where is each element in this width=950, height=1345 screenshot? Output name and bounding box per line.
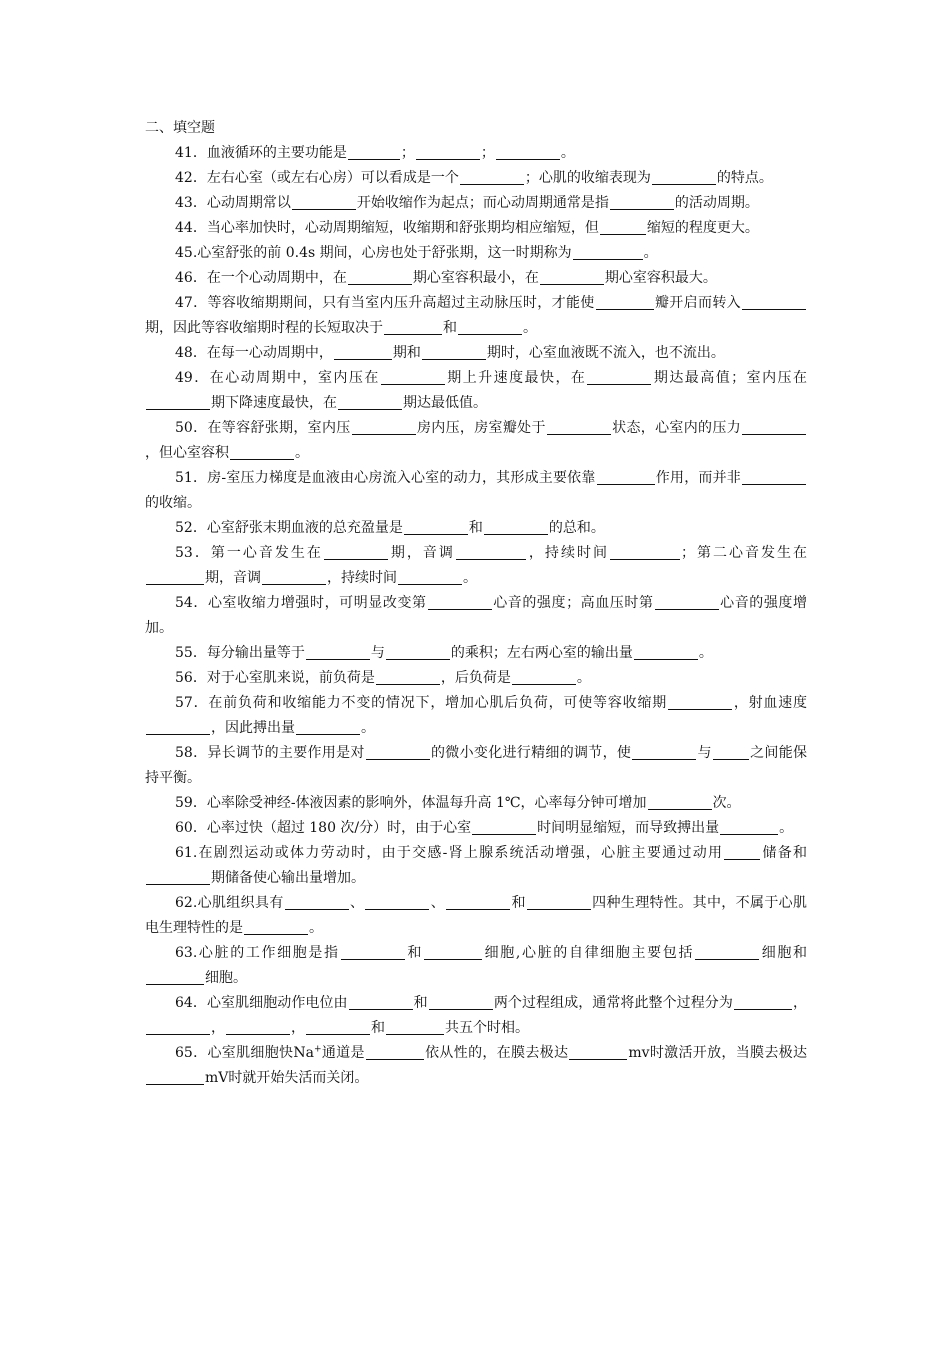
- q54-text: 54．心室收缩力增强时，可明显改变第: [175, 595, 427, 611]
- q53-text: ；第二心音发生在: [680, 545, 808, 561]
- q55-text: 。: [698, 645, 713, 661]
- q49-text: 期上升速度最快，在: [445, 370, 587, 386]
- answer-blank[interactable]: [349, 994, 413, 1010]
- answer-blank[interactable]: [352, 419, 416, 435]
- q57-text: ，因此搏出量: [211, 720, 295, 736]
- question-41: [145, 141, 807, 166]
- q63-text: 细胞和: [760, 945, 808, 961]
- answer-blank[interactable]: [324, 544, 388, 560]
- q51-text: 作用，而并非: [655, 470, 742, 486]
- answer-blank[interactable]: [720, 819, 778, 835]
- q48-text: 期时，心室血液既不流入，也不流出。: [486, 345, 725, 361]
- answer-blank[interactable]: [648, 794, 712, 810]
- answer-blank[interactable]: [456, 544, 526, 560]
- q50-text: 状态，心室内的压力: [611, 420, 742, 436]
- q43-text: 开始收缩作为起点；而心动周期通常是指: [356, 195, 609, 211]
- question-43: [145, 191, 807, 216]
- question-49: [145, 366, 807, 416]
- answer-blank[interactable]: [146, 869, 210, 885]
- answer-blank[interactable]: [262, 569, 326, 585]
- answer-blank[interactable]: [724, 844, 760, 860]
- answer-blank[interactable]: [416, 144, 480, 160]
- answer-blank[interactable]: [244, 919, 308, 935]
- q42-text: ；心肌的收缩表现为: [524, 170, 651, 186]
- q49-text: 期下降速度最快，在: [211, 395, 337, 411]
- answer-blank[interactable]: [424, 944, 482, 960]
- q63-text: 和: [405, 945, 423, 961]
- q52-text: 和: [468, 520, 483, 536]
- q64-text: ，: [291, 1020, 305, 1036]
- q54-text: 心音的强度；高血压时第: [492, 595, 654, 611]
- q48-text: 48．在每一心动周期中，: [175, 345, 333, 361]
- answer-blank[interactable]: [146, 969, 204, 985]
- answer-blank[interactable]: [527, 894, 591, 910]
- answer-blank[interactable]: [429, 994, 493, 1010]
- question-59: [145, 791, 807, 816]
- q47-text: 47．等容收缩期期间，只有当室内压升高超过主动脉压时，才能使: [175, 295, 595, 311]
- answer-blank[interactable]: [734, 994, 792, 1010]
- answer-blank[interactable]: [484, 519, 548, 535]
- q41-text: 。: [560, 145, 575, 161]
- answer-blank[interactable]: [632, 744, 696, 760]
- q61-text: 61.在剧烈运动或体力劳动时，由于交感-肾上腺系统活动增强，心脏主要通过动用: [175, 845, 724, 861]
- answer-blank[interactable]: [428, 594, 492, 610]
- q41-text: 41．血液循环的主要功能是: [175, 145, 347, 161]
- q50-text: ，但心室容积: [145, 445, 229, 461]
- q62-text: 、: [430, 895, 446, 911]
- q47-text: 瓣开启而转入: [654, 295, 741, 311]
- q52-text: 的总和。: [548, 520, 605, 536]
- q53-text: 期，音调: [205, 570, 261, 586]
- answer-blank[interactable]: [610, 544, 680, 560]
- answer-blank[interactable]: [146, 394, 210, 410]
- answer-blank[interactable]: [398, 569, 462, 585]
- answer-blank[interactable]: [341, 944, 405, 960]
- question-62: [145, 891, 807, 941]
- q60-text: 。: [779, 820, 794, 836]
- answer-blank[interactable]: [422, 344, 486, 360]
- q59-text: 59．心率除受神经-体液因素的影响外，体温每升高 1℃，心率每分钟可增加: [175, 795, 647, 811]
- q53-text: 53．第一心音发生在: [175, 545, 323, 561]
- q53-text: 。: [463, 570, 477, 586]
- q49-text: 期达最低值。: [403, 395, 487, 411]
- q59-text: 次。: [712, 795, 741, 811]
- q51-text: 的收缩。: [145, 495, 201, 511]
- q65-text: 依从性的，在膜去极达: [424, 1045, 569, 1061]
- q46-text: 期心室容积最大。: [604, 270, 717, 286]
- question-63: [145, 941, 807, 991]
- q65-text: 通道是: [321, 1045, 365, 1061]
- q64-text: ，: [792, 995, 808, 1011]
- question-48: [145, 341, 807, 366]
- answer-blank[interactable]: [348, 269, 412, 285]
- q42-text: 的特点。: [716, 170, 773, 186]
- question-47: [145, 291, 807, 341]
- answer-blank[interactable]: [634, 644, 698, 660]
- q61-text: 期储备使心输出量增加。: [211, 870, 365, 886]
- answer-blank[interactable]: [366, 1044, 424, 1060]
- q45-text: 45.心室舒张的前 0.4s 期间，心房也处于舒张期，这一时期称为: [175, 245, 572, 261]
- q46-text: 46．在一个心动周期中，在: [175, 270, 347, 286]
- answer-blank[interactable]: [384, 319, 442, 335]
- answer-blank[interactable]: [540, 269, 604, 285]
- question-44: [145, 216, 807, 241]
- q53-text: ，持续时间: [526, 545, 609, 561]
- answer-blank[interactable]: [742, 419, 806, 435]
- q62-text: 62.心肌组织具有: [175, 895, 284, 911]
- answer-blank[interactable]: [573, 244, 643, 260]
- answer-blank[interactable]: [146, 1019, 210, 1035]
- q52-text: 52．心室舒张末期血液的总充盈量是: [175, 520, 403, 536]
- section-title: 二、填空题: [145, 120, 215, 136]
- answer-blank[interactable]: [742, 294, 806, 310]
- q53-text: ，持续时间: [327, 570, 397, 586]
- q64-text: 两个过程组成，通常将此整个过程分为: [493, 995, 733, 1011]
- q64-text: 64．心室肌细胞动作电位由: [175, 995, 348, 1011]
- answer-blank[interactable]: [610, 194, 674, 210]
- q55-text: 55．每分输出量等于: [175, 645, 305, 661]
- q53-text: 期，音调: [388, 545, 455, 561]
- q58-text: 与: [697, 745, 712, 761]
- answer-blank[interactable]: [376, 669, 440, 685]
- q57-text: ，射血速度: [733, 695, 808, 711]
- answer-blank[interactable]: [366, 744, 430, 760]
- q58-text: 之间能保持平衡。: [145, 745, 808, 786]
- answer-blank[interactable]: [226, 1019, 290, 1035]
- question-56: [145, 666, 807, 691]
- answer-blank[interactable]: [587, 369, 651, 385]
- q54-text: 心音的强度增加。: [145, 595, 808, 636]
- q56-text: ，后负荷是: [440, 670, 511, 686]
- q44-text: 44．当心率加快时，心动周期缩短，收缩期和舒张期均相应缩短，但: [175, 220, 599, 236]
- q58-text: 的微小变化进行精细的调节，使: [430, 745, 632, 761]
- q60-text: 时间明显缩短，而导致搏出量: [537, 820, 720, 836]
- answer-blank[interactable]: [146, 719, 210, 735]
- q62-text: 和: [511, 895, 526, 911]
- answer-blank[interactable]: [695, 944, 759, 960]
- q47-text: 期，因此等容收缩期时程的长短取决于: [145, 320, 383, 336]
- q47-text: 。: [523, 320, 537, 336]
- answer-blank[interactable]: [460, 169, 524, 185]
- answer-blank[interactable]: [404, 519, 468, 535]
- q50-text: 50．在等容舒张期，室内压: [175, 420, 351, 436]
- answer-blank[interactable]: [334, 344, 392, 360]
- answer-blank[interactable]: [338, 394, 402, 410]
- q49-text: 49．在心动周期中，室内压在: [175, 370, 380, 386]
- q48-text: 期和: [392, 345, 421, 361]
- answer-blank[interactable]: [306, 1019, 370, 1035]
- q47-text: 和: [443, 320, 457, 336]
- answer-blank[interactable]: [146, 569, 204, 585]
- question-51: [145, 466, 807, 516]
- answer-blank[interactable]: [596, 294, 654, 310]
- q65-text: mv时激活开放，当膜去极达: [628, 1045, 808, 1061]
- answer-blank[interactable]: [386, 1019, 444, 1035]
- answer-blank[interactable]: [652, 169, 716, 185]
- answer-blank[interactable]: [597, 469, 655, 485]
- answer-blank[interactable]: [472, 819, 536, 835]
- answer-blank[interactable]: [600, 219, 646, 235]
- q57-text: 。: [361, 720, 375, 736]
- question-58: [145, 741, 807, 791]
- q43-text: 43．心动周期常以: [175, 195, 291, 211]
- question-64: [145, 991, 807, 1041]
- answer-blank[interactable]: [365, 894, 429, 910]
- answer-blank[interactable]: [446, 894, 510, 910]
- answer-blank[interactable]: [668, 694, 732, 710]
- q62-text: 四种生理特性。其中，不属于心肌电生理特性的是: [145, 895, 808, 936]
- q64-text: 和: [371, 1020, 385, 1036]
- q63-text: 细胞,心脏的自律细胞主要包括: [483, 945, 695, 961]
- answer-blank[interactable]: [547, 419, 611, 435]
- answer-blank[interactable]: [306, 644, 370, 660]
- answer-blank[interactable]: [146, 1069, 204, 1085]
- q50-text: 。: [295, 445, 309, 461]
- q61-text: 储备和: [761, 845, 808, 861]
- question-65: [145, 1041, 807, 1091]
- question-45: [145, 241, 807, 266]
- q65-text: 65．心室肌细胞快Na: [175, 1045, 314, 1061]
- answer-blank[interactable]: [742, 469, 806, 485]
- answer-blank[interactable]: [496, 144, 560, 160]
- answer-blank[interactable]: [348, 144, 400, 160]
- answer-blank[interactable]: [292, 194, 356, 210]
- answer-blank[interactable]: [655, 594, 719, 610]
- q45-text: 。: [643, 245, 658, 261]
- q41-text: ；: [480, 145, 495, 161]
- answer-blank[interactable]: [512, 669, 576, 685]
- q55-text: 的乘积；左右两心室的输出量: [450, 645, 633, 661]
- superscript-plus: +: [313, 1044, 322, 1055]
- question-50: [145, 416, 807, 466]
- answer-blank[interactable]: [458, 319, 522, 335]
- question-60: [145, 816, 807, 841]
- q62-text: 、: [349, 895, 365, 911]
- q62-text: 。: [309, 920, 323, 936]
- q56-text: 56．对于心室肌来说，前负荷是: [175, 670, 375, 686]
- question-61: [145, 841, 807, 891]
- q49-text: 期达最高值；室内压在: [652, 370, 808, 386]
- q64-text: 和: [413, 995, 428, 1011]
- q64-text: ，: [211, 1020, 225, 1036]
- question-46: [145, 266, 807, 291]
- question-53: [145, 541, 807, 591]
- question-42: [145, 166, 807, 191]
- fill-in-blank-page: [145, 116, 807, 1091]
- q58-text: 58．异长调节的主要作用是对: [175, 745, 365, 761]
- q44-text: 缩短的程度更大。: [646, 220, 759, 236]
- q41-text: ；: [400, 145, 415, 161]
- q63-text: 63.心脏的工作细胞是指: [175, 945, 340, 961]
- question-54: [145, 591, 807, 641]
- answer-blank[interactable]: [386, 644, 450, 660]
- question-57: [145, 691, 807, 741]
- answer-blank[interactable]: [285, 894, 349, 910]
- q51-text: 51．房-室压力梯度是血液由心房流入心室的动力，其形成主要依靠: [175, 470, 596, 486]
- q64-text: 共五个时相。: [445, 1020, 529, 1036]
- q42-text: 42．左右心室（或左右心房）可以看成是一个: [175, 170, 459, 186]
- answer-blank[interactable]: [569, 1044, 627, 1060]
- q50-text: 房内压，房室瓣处于: [416, 420, 546, 436]
- q63-text: 细胞。: [205, 970, 247, 986]
- answer-blank[interactable]: [713, 744, 749, 760]
- q46-text: 期心室容积最小，在: [412, 270, 539, 286]
- q65-text: mV时就开始失活而关闭。: [205, 1070, 369, 1086]
- q56-text: 。: [576, 670, 591, 686]
- q43-text: 的活动周期。: [674, 195, 759, 211]
- question-55: [145, 641, 807, 666]
- answer-blank[interactable]: [381, 369, 445, 385]
- question-52: [145, 516, 807, 541]
- answer-blank[interactable]: [296, 719, 360, 735]
- q60-text: 60．心率过快（超过 180 次/分）时，由于心室: [175, 820, 472, 836]
- q57-text: 57．在前负荷和收缩能力不变的情况下，增加心肌后负荷，可使等容收缩期: [175, 695, 668, 711]
- q55-text: 与: [370, 645, 385, 661]
- answer-blank[interactable]: [230, 444, 294, 460]
